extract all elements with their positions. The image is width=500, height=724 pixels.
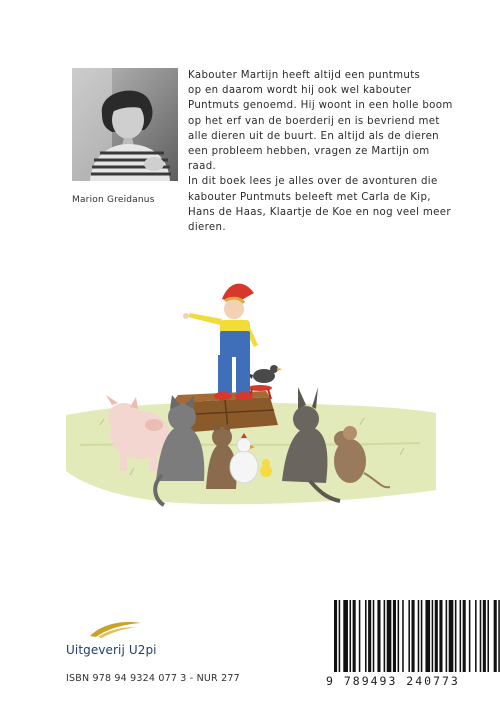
ean-barcode-icon: [334, 600, 500, 672]
author-photo: [72, 68, 178, 181]
blurb-line: kabouter Puntmuts beleeft met Carla de Kip,: [188, 191, 431, 203]
blurb-line: Hans de Haas, Klaartje de Koe en nog veel meer: [188, 206, 451, 218]
blurb-line: op en daarom wordt hij ook wel kabouter: [188, 85, 412, 97]
gnome-and-animals-illustration: [60, 275, 440, 530]
blurb-line: raad.: [188, 161, 217, 173]
swoosh-logo-icon: [88, 620, 143, 638]
blurb-line: alle dieren uit de buurt. En altijd als de dieren: [188, 130, 439, 142]
ean-barcode: [326, 596, 500, 696]
publisher-name: Uitgeverij U2pi: [66, 643, 157, 657]
isbn-nur-line: ISBN 978 94 9324 077 3 - NUR 277: [66, 673, 240, 684]
author-caption: Marion Greidanus: [72, 195, 155, 205]
blurb-line: In dit boek lees je alles over de avonturen die: [188, 176, 438, 188]
book-blurb: [188, 68, 463, 235]
blurb-line: Kabouter Martijn heeft altijd een puntmuts: [188, 70, 421, 81]
barcode-digits: 9 789493 240773: [326, 674, 460, 688]
blurb-line: Puntmuts genoemd. Hij woont in een holle boom: [188, 100, 453, 112]
blurb-line: een probleem hebben, vragen ze Martijn om: [188, 146, 430, 158]
blurb-line: op het erf van de boerderij en is bevriend met: [188, 115, 440, 127]
blurb-line: dieren.: [188, 222, 226, 234]
